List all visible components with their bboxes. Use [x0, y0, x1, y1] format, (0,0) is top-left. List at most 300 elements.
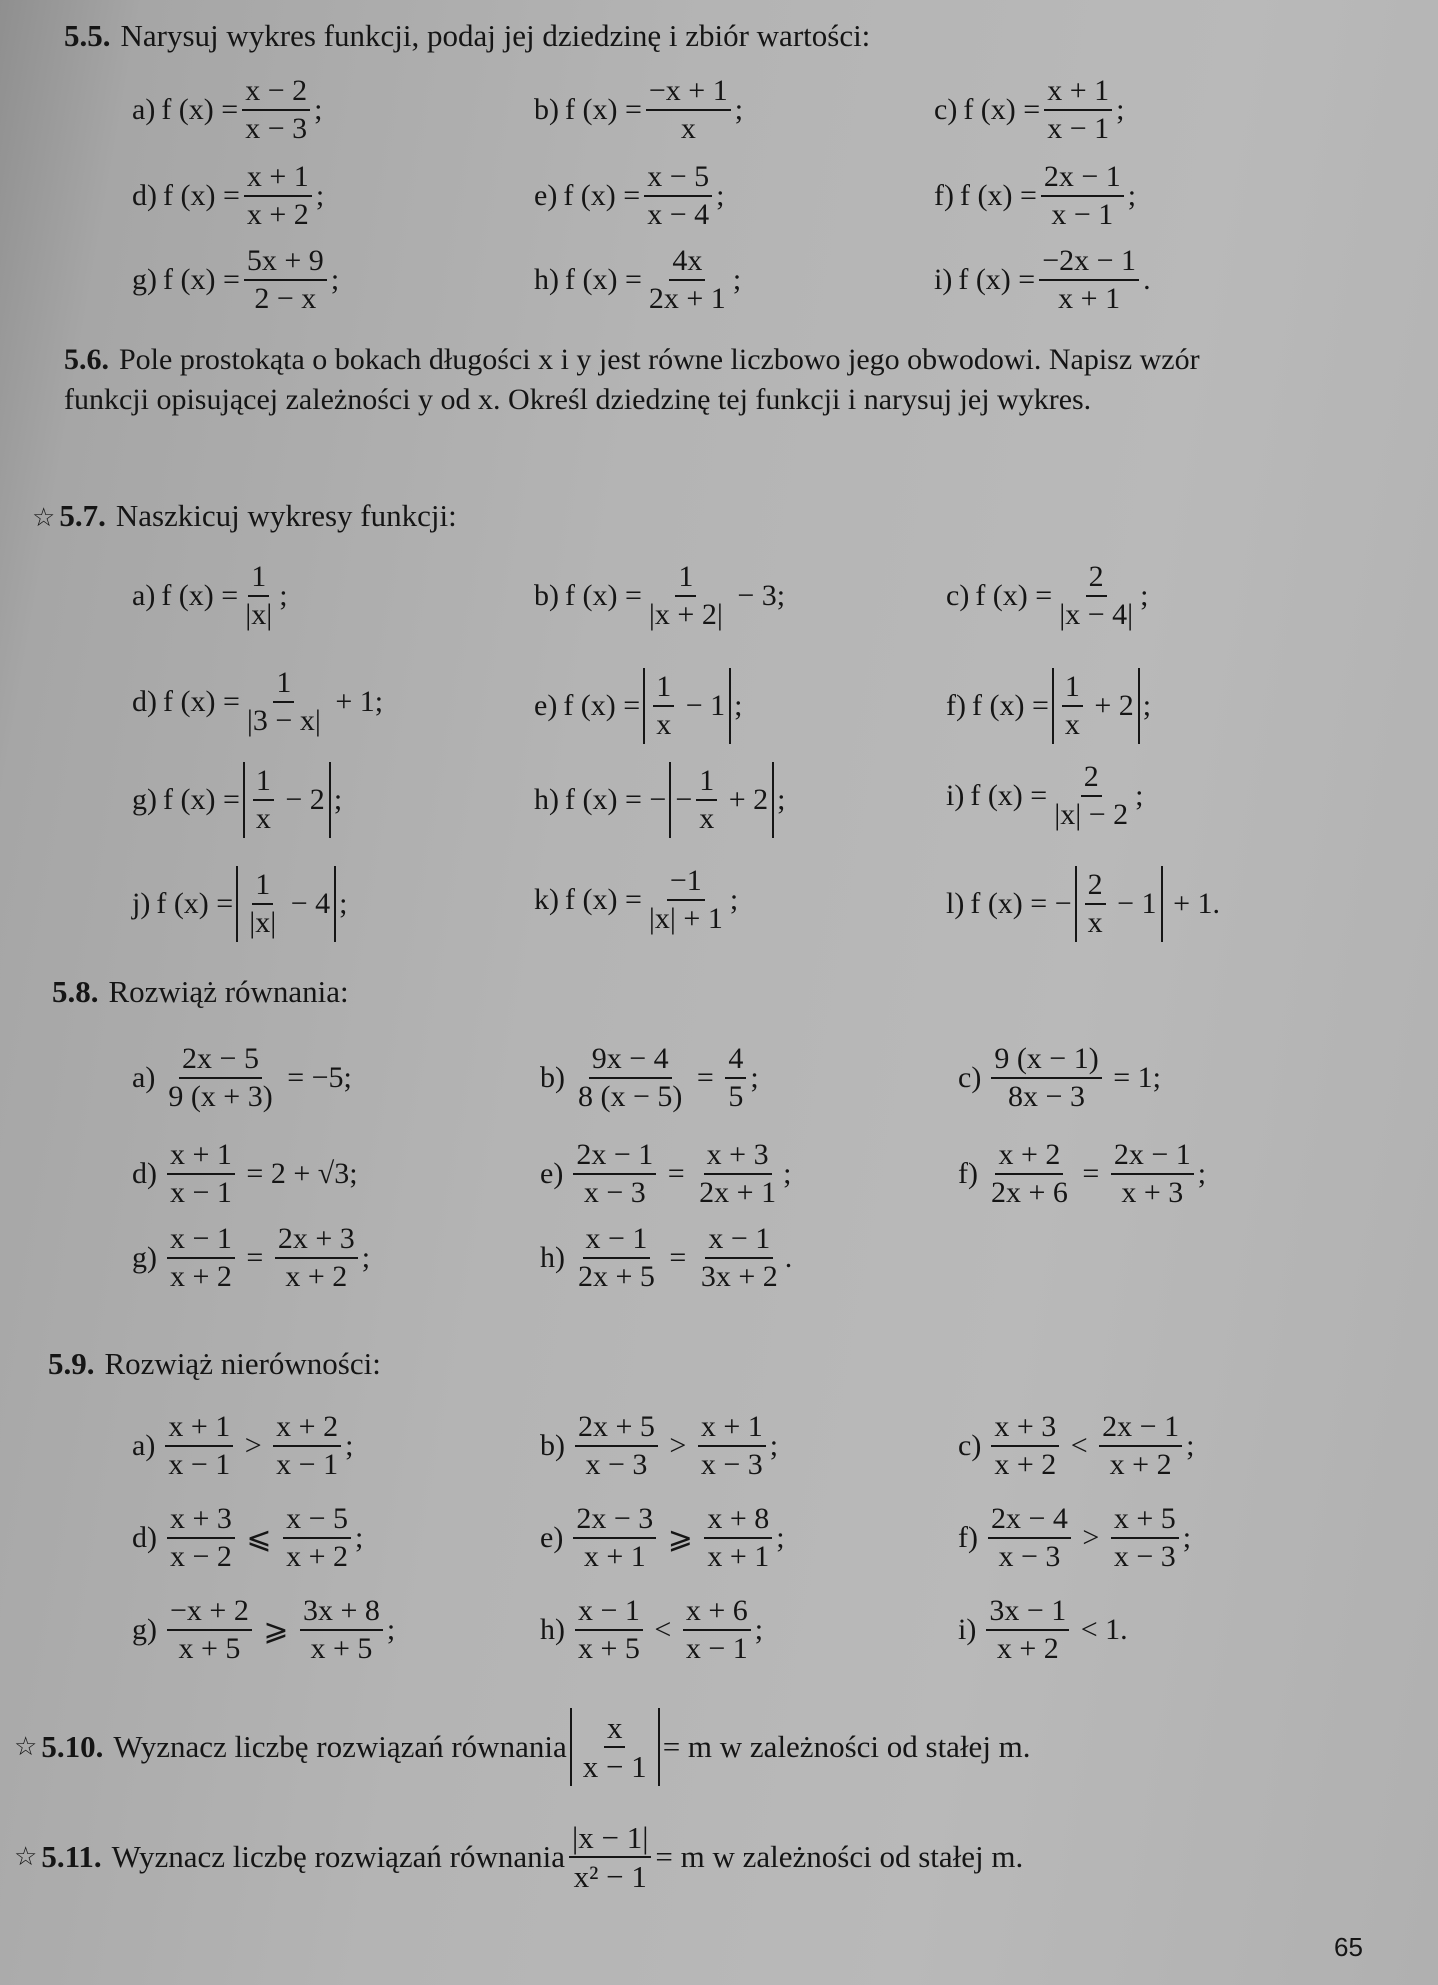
item-suffix: ;	[330, 263, 340, 296]
exercise-text: Pole prostokąta o bokach długości x i y jest równe liczbowo jego obwodowi. Napisz wzór funkcji opisującej zależności y od x. Określ dziedzinę tej funkcji i narysuj jej wykres.	[64, 343, 1200, 416]
numerator: x + 6	[683, 1596, 751, 1631]
item-label: f)	[946, 689, 966, 722]
exercise-item	[958, 1504, 1191, 1572]
fraction	[580, 1712, 650, 1782]
denominator: x − 1	[276, 1448, 339, 1481]
fraction	[1044, 76, 1112, 144]
fraction	[991, 1044, 1101, 1112]
item-suffix: ;	[339, 887, 348, 920]
relation: ⩾	[255, 1613, 296, 1647]
item-suffix: ;	[279, 579, 288, 612]
exercise-item	[958, 1412, 1194, 1480]
fraction	[696, 1140, 779, 1208]
item-suffix: ;	[361, 1241, 371, 1274]
star-icon: ☆	[14, 1842, 38, 1871]
absolute-value	[243, 762, 331, 838]
absolute-value	[1075, 866, 1163, 942]
exercise-item	[534, 162, 724, 230]
numerator: x + 1	[1044, 76, 1112, 111]
denominator: x + 2	[285, 1260, 348, 1293]
relation: = −5;	[279, 1061, 352, 1094]
numerator: x + 1	[698, 1412, 766, 1447]
star-icon: ☆	[14, 1732, 38, 1761]
item-label: h)	[534, 783, 559, 816]
fraction	[1039, 246, 1139, 314]
denominator: x − 3	[245, 112, 308, 145]
fraction	[283, 1504, 351, 1572]
denominator: 3x + 2	[700, 1260, 778, 1293]
item-label: d)	[132, 179, 157, 212]
exercise-5-10	[14, 1708, 1031, 1786]
function-prefix: f (x) =	[163, 179, 240, 212]
item-label: c)	[934, 93, 958, 126]
denominator: 9 (x + 3)	[168, 1080, 273, 1113]
fraction	[300, 1596, 383, 1664]
denominator: x − 3	[1113, 1540, 1176, 1573]
fraction	[569, 1822, 651, 1892]
denominator: x + 5	[578, 1632, 640, 1665]
denominator: |x − 4|	[1059, 598, 1134, 631]
fraction	[653, 672, 674, 740]
function-prefix: f (x) =	[563, 689, 641, 722]
relation: =	[238, 1241, 271, 1274]
function-prefix: f (x) =	[975, 579, 1053, 612]
exercise-item	[132, 1224, 370, 1292]
item-label: d)	[132, 1157, 157, 1190]
denominator: x	[1087, 906, 1103, 939]
abs-suffix: − 2	[277, 783, 325, 816]
item-suffix: ;	[333, 783, 343, 816]
fraction	[573, 1140, 656, 1208]
denominator: x − 3	[700, 1448, 763, 1481]
denominator: x − 3	[583, 1176, 646, 1209]
absolute-value	[669, 762, 774, 838]
numerator: 5x + 9	[244, 246, 327, 281]
function-prefix: f (x) =	[565, 93, 642, 126]
item-label: g)	[132, 1613, 157, 1646]
denominator: x + 5	[178, 1632, 241, 1665]
item-label: j)	[132, 887, 151, 920]
exercise-number: 5.11.	[41, 1839, 102, 1874]
exercise-text-end: = m w zależności od stałej m.	[655, 1839, 1024, 1874]
item-label: k)	[534, 883, 559, 916]
exercise-item	[958, 1140, 1206, 1208]
item-label: h)	[534, 263, 559, 296]
function-prefix: f (x) =	[156, 887, 234, 920]
denominator: x + 2	[246, 198, 309, 231]
relation: =	[689, 1061, 722, 1094]
function-prefix: f (x) = −	[565, 783, 667, 816]
numerator: x − 2	[242, 76, 310, 111]
item-suffix: ;	[1127, 179, 1137, 212]
relation: =	[661, 1241, 694, 1274]
exercise-5-7-heading	[32, 500, 457, 531]
exercise-number: 5.9.	[48, 1346, 95, 1381]
denominator: x + 2	[994, 1448, 1057, 1481]
denominator: x − 1	[168, 1448, 231, 1481]
exercise-5-9-heading	[48, 1348, 381, 1379]
denominator: x − 1	[582, 1749, 647, 1784]
fraction	[575, 1224, 658, 1292]
fraction	[242, 76, 310, 144]
fraction	[246, 870, 279, 938]
exercise-item	[534, 668, 742, 744]
denominator: 2x + 1	[699, 1176, 777, 1209]
denominator: 2x + 1	[648, 282, 726, 315]
absolute-value	[236, 866, 336, 942]
numerator: 2x − 3	[573, 1504, 656, 1539]
exercise-item	[958, 1044, 1161, 1112]
fraction	[1111, 1504, 1179, 1572]
item-suffix: ;	[777, 783, 786, 816]
fraction	[1111, 1140, 1194, 1208]
denominator: |3 − x|	[246, 704, 321, 737]
item-suffix: ;	[1186, 1429, 1195, 1462]
relation: >	[1074, 1521, 1107, 1554]
denominator: x − 2	[170, 1540, 232, 1573]
item-label: g)	[132, 263, 157, 296]
fraction	[253, 766, 274, 834]
item-label: l)	[946, 887, 965, 920]
fraction	[167, 1596, 252, 1664]
exercise-item	[934, 162, 1136, 230]
denominator: |x| − 2	[1054, 798, 1129, 831]
abs-suffix: + 2	[1086, 689, 1134, 722]
numerator: x + 8	[704, 1504, 772, 1539]
numerator: 1	[273, 668, 294, 703]
numerator: x − 1	[167, 1224, 235, 1259]
fraction	[986, 1596, 1069, 1664]
item-label: b)	[534, 93, 559, 126]
function-prefix: f (x) =	[161, 579, 239, 612]
exercise-number: 5.8.	[52, 974, 99, 1009]
relation: >	[661, 1429, 694, 1462]
numerator: 2x + 5	[575, 1412, 658, 1447]
exercise-text: Wyznacz liczbę rozwiązań równania	[111, 1839, 565, 1874]
item-suffix: ;	[754, 1613, 764, 1646]
exercise-item	[946, 762, 1144, 830]
exercise-5-6	[64, 340, 1229, 420]
abs-suffix: − 4	[283, 887, 331, 920]
relation: ⩽	[238, 1521, 280, 1555]
denominator: 8x − 3	[1008, 1080, 1085, 1113]
fraction	[646, 562, 726, 630]
denominator: x + 5	[310, 1632, 373, 1665]
numerator: 4x	[669, 246, 705, 281]
numerator: x + 3	[991, 1412, 1059, 1447]
denominator: x + 2	[170, 1260, 232, 1293]
denominator: |x| + 1	[648, 902, 723, 935]
numerator: x + 5	[1111, 1504, 1179, 1539]
denominator: 5	[728, 1080, 744, 1113]
numerator: 4	[725, 1044, 746, 1079]
fraction	[244, 668, 324, 736]
function-prefix: f (x) =	[163, 685, 240, 718]
exercise-item	[958, 1596, 1128, 1664]
absolute-value	[1052, 668, 1140, 744]
item-label: a)	[132, 93, 156, 126]
fraction	[644, 162, 712, 230]
item-label: a)	[132, 1429, 156, 1462]
exercise-item	[132, 1044, 352, 1112]
abs-suffix: + 2	[721, 783, 769, 816]
exercise-item	[132, 1596, 395, 1664]
denominator: 2 − x	[254, 282, 317, 315]
denominator: 8 (x − 5)	[578, 1080, 683, 1113]
function-prefix: f (x) =	[959, 179, 1037, 212]
denominator: x	[1064, 708, 1080, 741]
fraction	[988, 1140, 1071, 1208]
denominator: |x|	[249, 906, 277, 939]
exercise-text-end: = m w zależności od stałej m.	[662, 1729, 1031, 1764]
numerator: 1	[653, 672, 674, 707]
relation: <	[1063, 1429, 1096, 1462]
numerator: x + 2	[273, 1412, 341, 1447]
exercise-item	[946, 562, 1148, 630]
relation: <	[646, 1613, 679, 1646]
fraction	[1041, 162, 1124, 230]
exercise-item	[132, 866, 348, 942]
denominator: x	[680, 112, 696, 145]
exercise-item	[132, 1412, 353, 1480]
denominator: 2x + 5	[578, 1260, 655, 1293]
fraction	[167, 1224, 235, 1292]
exercise-item	[540, 1224, 792, 1292]
item-label: b)	[540, 1061, 565, 1094]
numerator: 2	[1086, 562, 1107, 597]
exercise-item	[534, 246, 741, 314]
fraction	[573, 1504, 656, 1572]
exercise-item	[540, 1044, 759, 1112]
exercise-item	[534, 762, 786, 838]
denominator: x − 1	[1047, 112, 1110, 145]
denominator: x + 2	[996, 1632, 1059, 1665]
item-label: d)	[132, 685, 157, 718]
denominator: |x + 2|	[648, 598, 723, 631]
item-suffix: ;	[776, 1521, 785, 1554]
fraction	[165, 1412, 233, 1480]
exercise-item	[946, 668, 1151, 744]
numerator: x	[604, 1712, 626, 1748]
fraction	[244, 162, 312, 230]
numerator: x − 5	[644, 162, 712, 197]
item-label: h)	[540, 1613, 565, 1646]
relation: =	[660, 1157, 693, 1190]
item-label: a)	[132, 579, 156, 612]
item-suffix: ;	[734, 93, 744, 126]
item-label: g)	[132, 783, 157, 816]
denominator: x	[699, 802, 715, 835]
page-number: 65	[1334, 1932, 1363, 1962]
numerator: −2x − 1	[1039, 246, 1139, 281]
function-prefix: f (x) =	[958, 263, 1036, 296]
item-label: e)	[534, 179, 558, 212]
fraction	[1062, 672, 1083, 740]
item-suffix: + 1;	[327, 685, 384, 718]
fraction	[646, 76, 731, 144]
relation: =	[1074, 1157, 1107, 1190]
exercise-item	[132, 1504, 363, 1572]
item-suffix: ;	[1135, 779, 1144, 812]
absolute-value	[570, 1708, 660, 1786]
relation: < 1.	[1073, 1613, 1128, 1646]
item-suffix: ;	[1182, 1521, 1192, 1554]
numerator: x + 1	[165, 1412, 233, 1447]
exercise-title: Narysuj wykres funkcji, podaj jej dziedzinę i zbiór wartości:	[120, 18, 871, 53]
exercise-item	[132, 668, 383, 736]
numerator: x − 1	[705, 1224, 773, 1259]
fraction	[575, 1596, 643, 1664]
fraction	[575, 1412, 658, 1480]
denominator: x − 1	[170, 1176, 232, 1209]
fraction	[1085, 870, 1106, 938]
function-prefix: f (x) =	[565, 883, 642, 916]
exercise-title: Rozwiąż nierówności:	[104, 1346, 381, 1381]
item-suffix: ;	[716, 179, 725, 212]
abs-suffix: − 1	[678, 689, 726, 722]
denominator: x + 1	[1058, 282, 1121, 315]
denominator: x − 4	[647, 198, 710, 231]
exercise-5-11	[14, 1822, 1023, 1892]
fraction	[244, 246, 327, 314]
numerator: x + 1	[244, 162, 312, 197]
exercise-item	[132, 562, 288, 630]
numerator: x + 1	[167, 1140, 235, 1175]
fraction	[165, 1044, 275, 1112]
star-icon: ☆	[32, 503, 56, 532]
fraction	[275, 1224, 358, 1292]
exercise-item	[540, 1596, 763, 1664]
numerator: 2x + 3	[275, 1224, 358, 1259]
exercise-number: 5.7.	[59, 498, 106, 533]
numerator: 1	[696, 766, 717, 801]
numerator: x + 3	[167, 1504, 235, 1539]
item-suffix: .	[1143, 263, 1151, 296]
numerator: x + 3	[704, 1140, 772, 1175]
exercise-number: 5.10.	[41, 1729, 104, 1764]
item-suffix: ;	[783, 1157, 792, 1190]
exercise-item	[934, 246, 1151, 314]
fraction	[1056, 562, 1136, 630]
item-suffix: + 1.	[1165, 887, 1220, 920]
exercise-item	[132, 1140, 358, 1208]
exercise-title: Naszkicuj wykresy funkcji:	[115, 498, 457, 533]
function-prefix: f (x) =	[565, 579, 642, 612]
function-prefix: f (x) =	[970, 779, 1048, 812]
denominator: x + 2	[1109, 1448, 1172, 1481]
item-label: b)	[534, 579, 559, 612]
function-prefix: f (x) =	[161, 93, 239, 126]
denominator: x + 1	[707, 1540, 770, 1573]
fraction	[1099, 1412, 1182, 1480]
denominator: |x|	[245, 598, 273, 631]
numerator: 3x − 1	[986, 1596, 1069, 1631]
item-label: c)	[958, 1429, 982, 1462]
absolute-value	[643, 668, 731, 744]
fraction	[696, 766, 717, 834]
exercise-item	[132, 762, 342, 838]
numerator: 2x − 1	[573, 1140, 656, 1175]
numerator: 9 (x − 1)	[991, 1044, 1101, 1079]
exercise-item	[540, 1140, 791, 1208]
fraction	[698, 1412, 766, 1480]
function-prefix: f (x) =	[971, 689, 1049, 722]
item-label: a)	[132, 1061, 156, 1094]
item-label: e)	[534, 689, 558, 722]
exercise-item	[534, 866, 738, 934]
exercise-5-8-heading	[52, 976, 349, 1007]
exercise-item	[946, 866, 1220, 942]
numerator: 1	[253, 766, 274, 801]
denominator: x	[255, 802, 271, 835]
numerator: 3x + 8	[300, 1596, 383, 1631]
numerator: 2x − 4	[988, 1504, 1071, 1539]
numerator: −1	[667, 866, 705, 901]
function-prefix: f (x) =	[565, 263, 642, 296]
numerator: −x + 1	[646, 76, 731, 111]
item-label: d)	[132, 1521, 157, 1554]
relation: = 2 + √3;	[238, 1157, 358, 1190]
item-suffix: ;	[729, 883, 739, 916]
fraction	[242, 562, 275, 630]
exercise-5-5-heading	[64, 20, 870, 51]
function-prefix: f (x) =	[163, 263, 240, 296]
relation: >	[237, 1429, 270, 1462]
numerator: 2x − 5	[179, 1044, 262, 1079]
denominator: x − 1	[1051, 198, 1114, 231]
function-prefix: f (x) =	[163, 783, 240, 816]
numerator: 2x − 1	[1111, 1140, 1194, 1175]
fraction	[167, 1504, 235, 1572]
abs-prefix: −	[675, 783, 693, 816]
item-suffix: ;	[386, 1613, 396, 1646]
item-label: f)	[934, 179, 954, 212]
relation: ⩾	[660, 1521, 701, 1555]
fraction	[683, 1596, 751, 1664]
numerator: 1	[1062, 672, 1083, 707]
exercise-item	[132, 162, 324, 230]
item-suffix: ;	[1197, 1157, 1207, 1190]
numerator: 1	[675, 562, 696, 597]
fraction	[725, 1044, 746, 1112]
item-suffix: ;	[1142, 689, 1152, 722]
item-suffix: ;	[345, 1429, 354, 1462]
fraction	[1051, 762, 1131, 830]
denominator: x − 1	[685, 1632, 748, 1665]
exercise-number: 5.5.	[64, 18, 111, 53]
numerator: |x − 1|	[569, 1822, 651, 1858]
exercise-item	[540, 1412, 778, 1480]
item-suffix: ;	[354, 1521, 364, 1554]
item-suffix: ;	[769, 1429, 779, 1462]
fraction	[988, 1504, 1071, 1572]
item-label: b)	[540, 1429, 565, 1462]
relation: = 1;	[1105, 1061, 1161, 1094]
item-label: f)	[958, 1521, 978, 1554]
fraction	[991, 1412, 1059, 1480]
item-label: h)	[540, 1241, 565, 1274]
item-label: i)	[946, 779, 965, 812]
fraction	[704, 1504, 772, 1572]
fraction	[273, 1412, 341, 1480]
fraction	[575, 1044, 685, 1112]
exercise-item	[934, 76, 1124, 144]
numerator: x − 5	[283, 1504, 351, 1539]
fraction	[646, 866, 726, 934]
numerator: 2	[1081, 762, 1102, 797]
function-prefix: f (x) =	[963, 93, 1041, 126]
numerator: 9x − 4	[589, 1044, 672, 1079]
